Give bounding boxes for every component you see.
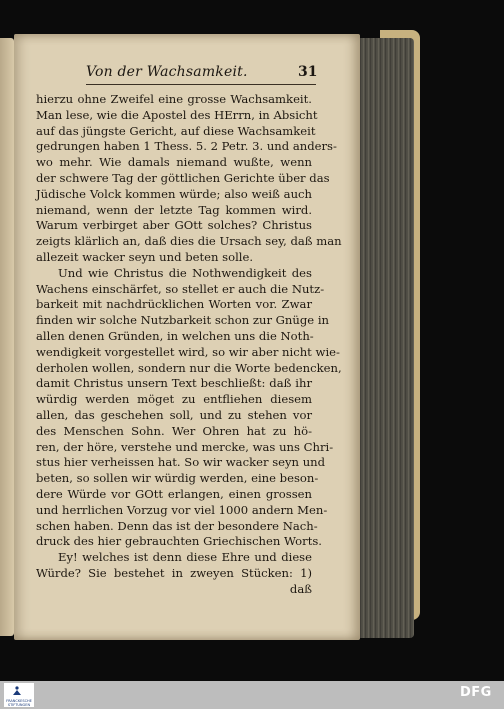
text-line: Man lese, wie die Apostel des HErrn, in Absicht [36,107,318,122]
page-number: 31 [298,64,318,80]
text-line: auf das jüngste Gericht, auf diese Wachsamkeit [36,123,316,138]
text-line: Jüdische Volck kommen würde; also weiß auch [36,186,312,201]
text-line: schen haben. Denn das ist der besondere Nach- [36,518,318,533]
page-edges [352,38,414,638]
header-rule [86,84,316,85]
text-line: hierzu ohne Zweifel eine grosse Wachsamkeit. [36,92,312,106]
text-line: wendigkeit vorgestellet wird, so wir aber nicht wie- [36,344,340,359]
text-line: Ey! welches ist denn diese Ehre und diese [58,550,312,565]
text-line: des Menschen Sohn. Wer Ohren hat zu hö- [36,423,312,438]
catchword: daß [289,581,312,596]
text-line: stus hier verheissen hat. So wir wacker seyn und [36,455,326,470]
foundation-emblem-icon [12,686,22,696]
text-line: ren, der höre, verstehe und mercke, was uns Chri- [36,439,334,454]
text-line: Warum verbirget aber GOtt solches? Christus [36,218,312,233]
text-line: allen denen Gründen, in welchen uns die Noth- [36,328,314,343]
text-line: würdig werden möget zu entfliehen diesem [36,392,312,407]
text-line: und herrlichen Vorzug vor viel 1000 andern Men- [36,502,328,517]
text-line: zeigts klärlich an, daß dies die Ursach sey, daß man [36,234,342,249]
text-line: Würde? Sie bestehet in zweyen Stücken: 1) [36,565,312,580]
logo-caption: FRANCKESCHE STIFTUNGEN [6,699,32,707]
text-line: damit Christus unsern Text beschließt: daß ihr [36,376,312,391]
left-page-edge [0,38,14,636]
text-line: wo mehr. Wie damals niemand wußte, wenn [36,155,312,170]
dfg-brand: DFG [460,685,492,700]
running-head: Von der Wachsamkeit. [86,64,248,80]
text-line: barkeit mit nachdrücklichen Worten vor. Zwar [36,297,312,312]
text-line: Und wie Christus die Nothwendigkeit des [58,265,312,280]
text-line: druck des hier gebrauchten Griechischen Worts. [36,534,322,549]
page-body [36,92,342,598]
text-line: beten, so sollen wir würdig werden, eine beson- [36,471,319,486]
text-line: dere Würde vor GOtt erlangen, einen grossen [36,486,312,501]
text-line: allen, das geschehen soll, und zu stehen vor [36,407,312,422]
footer-bar [0,681,504,709]
text-line: der schwere Tag der göttlichen Gerichte über das [36,170,330,185]
text-line: niemand, wenn der letzte Tag kommen wird. [36,202,312,217]
text-line: derholen wollen, sondern nur die Worte bedencken, [36,360,342,375]
text-line: allezeit wacker seyn und beten solle. [36,249,254,264]
text-line: finden wir solche Nutzbarkeit schon zur Gnüge in [36,313,330,328]
text-line: gedrungen haben 1 Thess. 5. 2 Petr. 3. und anders- [36,139,337,154]
text-line: Wachens einschärfet, so stellet er auch die Nutz- [36,281,325,296]
